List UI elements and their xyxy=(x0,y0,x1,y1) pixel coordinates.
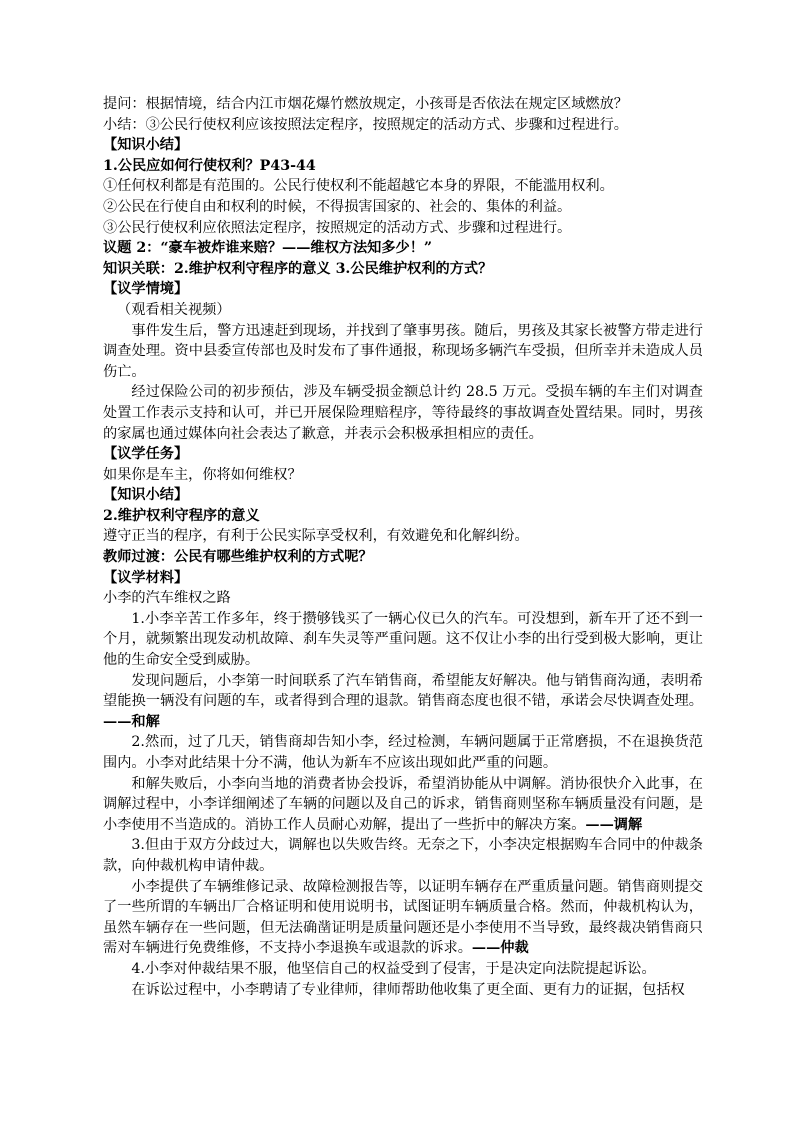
material-paragraph-3: 2.然而，过了几天，销售商却告知小李，经过检测，车辆问题属于正常磨损，不在退换货范围内。小李对此结果十分不满，他认为新车不应该出现如此严重的问题。 xyxy=(103,734,703,771)
document-body xyxy=(103,94,703,1000)
summary-line: 小结：③公民行使权利应该按照法定程序，按照规定的活动方式、步骤和过程进行。 xyxy=(103,116,628,133)
section-heading-scenario: 【议学情境】 xyxy=(103,281,189,298)
task-question: 如果你是车主，你将如何维权？ xyxy=(103,466,302,483)
material-paragraph-6-text: 小李提供了车辆维修记录、故障检测报告等，以证明车辆存在严重质量问题。销售商则提交了一些所谓的车辆出厂合格证明和使用说明书，试图证明车辆质量合格。然而，仲裁机构认为，虽然车辆存在一些问题，但无法确凿证明是质量问题还是小李使用不当导致，最终裁决销售商只需对车辆进行免费维修，不支持小李退换车或退款的诉求。 xyxy=(103,878,703,957)
section-heading-task: 【议学任务】 xyxy=(103,446,189,463)
question-line: 提问：根据情境，结合内江市烟花爆竹燃放规定，小孩哥是否依法在规定区域燃放？ xyxy=(103,96,628,112)
knowledge-point-1-item-1: ①任何权利都是有范围的。公民行使权利不能超越它本身的界限，不能滥用权利。 xyxy=(103,178,614,195)
scenario-paragraph-2: 经过保险公司的初步预估，涉及车辆受损金额总计约 28.5 万元。受损车辆的车主们对调查处置工作表示支持和认可，并已开展保险理赔程序，等待最终的事故调查处置结果。同时，男孩的家属也通过媒体向社会表达了歉意，并表示会积极承担相应的责任。 xyxy=(103,384,703,442)
method-label-reconcile: ——和解 xyxy=(103,713,160,730)
knowledge-link: 知识关联：2.维护权利守程序的意义 3.公民维护权利的方式？ xyxy=(103,260,493,277)
knowledge-point-1-title: 1.公民应如何行使权利？P43-44 xyxy=(103,157,316,174)
knowledge-point-1-item-2: ②公民在行使自由和权利的时候，不得损害国家的、社会的、集体的利益。 xyxy=(103,198,572,215)
scenario-paragraph-1: 事件发生后，警方迅速赶到现场，并找到了肇事男孩。随后，男孩及其家长被警方带走进行调查处理。资中县委宣传部也及时发布了事件通报，称现场多辆汽车受损，但所幸并未造成人员伤亡。 xyxy=(103,322,703,380)
section-heading-knowledge-summary: 【知识小结】 xyxy=(103,137,189,154)
material-title: 小李的汽车维权之路 xyxy=(103,590,231,607)
section-heading-knowledge-summary-2: 【知识小结】 xyxy=(103,487,189,504)
material-paragraph-7: 4.小李对仲裁结果不服，他坚信自己的权益受到了侵害，于是决定向法院提起诉讼。 xyxy=(131,960,656,977)
method-label-mediation: ——调解 xyxy=(585,816,643,833)
method-label-arbitration: ——仲裁 xyxy=(471,940,529,957)
material-paragraph-6 xyxy=(103,877,703,959)
topic-2-title: 议题 2：“豪车被炸谁来赔？——维权方法知多少！” xyxy=(103,240,433,257)
material-paragraph-1: 1.小李辛苦工作多年，终于攒够钱买了一辆心仪已久的汽车。可没想到，新车开了还不到一个月，就频繁出现发动机故障、刹车失灵等严重问题。这不仅让小李的出行受到极大影响，更让他的生命安全受到威胁。 xyxy=(103,610,703,669)
section-heading-material: 【议学材料】 xyxy=(103,569,189,586)
material-paragraph-4 xyxy=(103,774,703,836)
teacher-transition: 教师过渡：公民有哪些维护权利的方式呢？ xyxy=(103,549,373,566)
material-paragraph-5: 3.但由于双方分歧过大，调解也以失败告终。无奈之下，小李决定根据购车合同中的仲裁条款，向仲裁机构申请仲裁。 xyxy=(103,837,703,874)
material-paragraph-4-text: 和解失败后，小李向当地的消费者协会投诉，希望消协能从中调解。消协很快介入此事，在调解过程中，小李详细阐述了车辆的问题以及自己的诉求，销售商则坚称车辆质量没有问题，是小李使用不当造成的。消协工作人员耐心劝解，提出了一些折中的解决方案。 xyxy=(103,775,703,833)
material-paragraph-2-text: 发现问题后，小李第一时间联系了汽车销售商，希望能友好解决。他与销售商沟通，表明希望能换一辆没有问题的车，或者得到合理的退款。销售商态度也很不错，承诺会尽快调查处理。 xyxy=(103,672,703,710)
material-paragraph-2 xyxy=(103,671,703,733)
knowledge-point-1-item-3: ③公民行使权利应依照法定程序，按照规定的活动方式、步骤和过程进行。 xyxy=(103,219,572,236)
material-paragraph-8: 在诉讼过程中，小李聘请了专业律师，律师帮助他收集了更全面、更有力的证据，包括权 xyxy=(131,981,685,998)
knowledge-point-2-title: 2.维护权利守程序的意义 xyxy=(103,507,260,524)
video-note: （观看相关视频） xyxy=(117,301,231,318)
knowledge-point-2-text: 遵守正当的程序，有利于公民实际享受权利，有效避免和化解纠纷。 xyxy=(103,528,529,545)
